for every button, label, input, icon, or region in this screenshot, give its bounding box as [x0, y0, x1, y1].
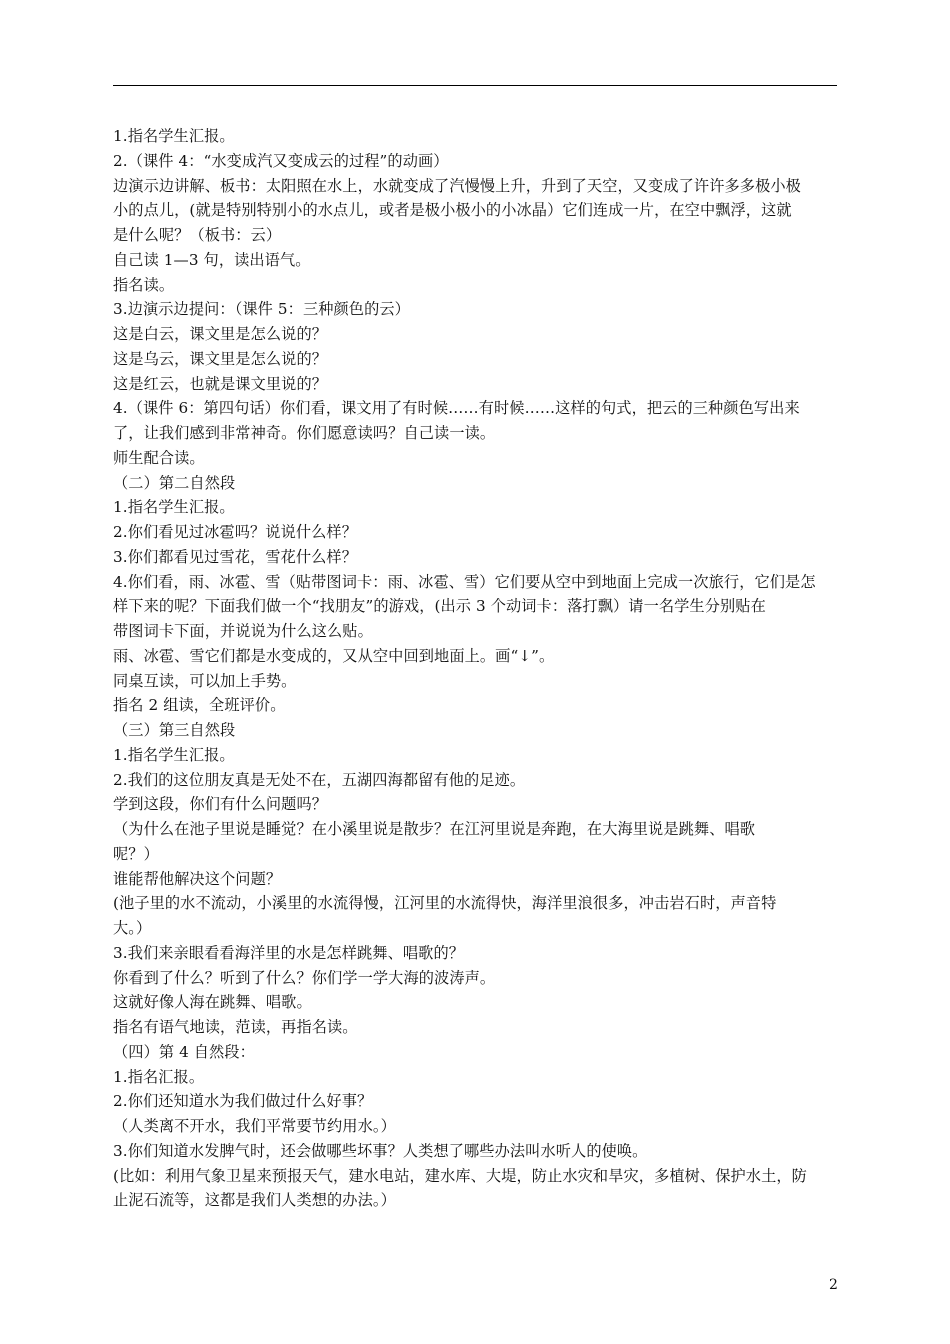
text-line: 呢？）: [113, 844, 159, 863]
text-line: 大。）: [113, 919, 152, 937]
text-line: 你看到了什么？听到了什么？你们学一学大海的波涛声。: [113, 968, 496, 987]
text-line: （人类离不开水，我们平常要节约用水。）: [113, 1117, 396, 1135]
text-line: 1.指名学生汇报。: [113, 498, 235, 517]
text-line: 这是乌云，课文里是怎么说的？: [113, 349, 328, 368]
text-line: 3.你们都看见过雪花，雪花什么样？: [113, 547, 358, 566]
text-line: 学到这段，你们有什么问题吗？: [113, 795, 328, 814]
text-line: 这就好像人海在跳舞、唱歌。: [113, 993, 312, 1012]
text-line: 了，让我们感到非常神奇。你们愿意读吗？自己读一读。: [113, 424, 496, 442]
text-line: 这是红云，也就是课文里说的？: [113, 374, 328, 393]
text-line: 1.指名汇报。: [113, 1067, 205, 1086]
page-number: 2: [829, 1277, 838, 1293]
text-line: 4.（课件 6：第四句话）你们看，课文用了有时候……有时候……这样的句式，把云的三种颜色写出来: [113, 399, 800, 418]
text-line: 2.我们的这位朋友真是无处不在，五湖四海都留有他的足迹。: [113, 770, 526, 789]
text-line: 边演示边讲解、板书：太阳照在水上，水就变成了汽慢慢上升，升到了天空，又变成了许许多多极小极: [113, 176, 801, 195]
text-line: 谁能帮他解决这个问题？: [113, 869, 282, 888]
text-line: 1.指名学生汇报。: [113, 745, 235, 764]
header-rule: [113, 85, 837, 86]
text-line: 带图词卡下面，并说说为什么这么贴。: [113, 622, 373, 640]
text-line: （为什么在池子里说是睡觉？在小溪里说是散步？在江河里说是奔跑，在大海里说是跳舞、唱歌: [113, 820, 756, 838]
text-line: 雨、冰雹、雪它们都是水变成的，又从空中回到地面上。画“↓”。: [113, 646, 555, 665]
text-line: (池子里的水不流动，小溪里的水流得慢，江河里的水流得快，海洋里浪很多，冲击岩石时，声音特: [113, 894, 777, 913]
text-line: 1.指名学生汇报。: [113, 127, 235, 145]
text-line: （二）第二自然段: [113, 473, 236, 492]
text-line: 小的点儿，(就是特别特别小的水点儿，或者是极小极小的小冰晶）它们连成一片，在空中飘浮，这就: [113, 201, 792, 220]
text-line: (比如：利用气象卫星来预报天气，建水电站，建水库、大堤，防止水灾和旱灾，多植树、保护水土，防: [113, 1166, 807, 1185]
text-line: 同桌互读，可以加上手势。: [113, 671, 297, 690]
document-body: [113, 124, 839, 1213]
text-line: 指名 2 组读，全班评价。: [113, 696, 286, 715]
text-line: 3.我们来亲眼看看海洋里的水是怎样跳舞、唱歌的？: [113, 943, 465, 962]
text-line: 师生配合读。: [113, 448, 205, 467]
text-line: 是什么呢？（板书：云）: [113, 226, 282, 244]
text-line: 3.你们知道水发脾气时，还会做哪些坏事？人类想了哪些办法叫水听人的使唤。: [113, 1141, 648, 1160]
text-line: 这是白云，课文里是怎么说的？: [113, 325, 328, 343]
text-line: 4.你们看，雨、冰雹、雪（贴带图词卡：雨、冰雹、雪）它们要从空中到地面上完成一次旅行，它们是怎: [113, 572, 816, 591]
text-line: 指名有语气地读，范读，再指名读。: [113, 1018, 358, 1036]
text-line: 2.（课件 4：“水变成汽又变成云的过程”的动画）: [113, 151, 449, 170]
text-line: 2.你们还知道水为我们做过什么好事？: [113, 1092, 373, 1111]
text-line: 止泥石流等，这都是我们人类想的办法。）: [113, 1191, 396, 1210]
text-line: （三）第三自然段: [113, 721, 236, 739]
text-line: 样下来的呢？下面我们做一个“找朋友”的游戏，(出示 3 个动词卡：落打飘）请一名学生分别贴在: [113, 597, 766, 616]
text-line: 自己读 1—3 句，读出语气。: [113, 250, 311, 269]
text-line: 2.你们看见过冰雹吗？说说什么样？: [113, 523, 358, 541]
text-line: 3.边演示边提问：（课件 5：三种颜色的云）: [113, 300, 410, 319]
text-line: （四）第 4 自然段：: [113, 1042, 255, 1061]
text-line: 指名读。: [113, 275, 175, 294]
